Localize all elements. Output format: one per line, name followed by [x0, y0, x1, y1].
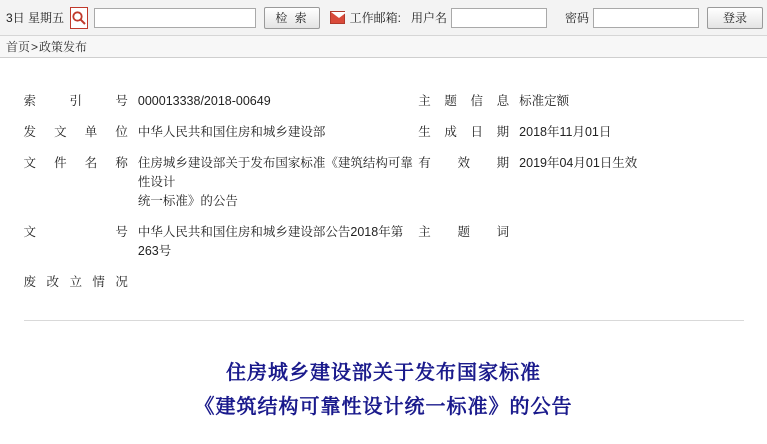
table-row [24, 217, 744, 267]
table-row [24, 117, 744, 148]
breadcrumb-home[interactable]: 首页 [6, 40, 31, 54]
meta-key-index: 索引号 [23, 94, 128, 108]
meta-key-valid-period: 有 效 期 [418, 156, 510, 170]
breadcrumb-current: 政策发布 [39, 40, 88, 54]
login-button[interactable]: 登录 [707, 7, 763, 29]
breadcrumb [0, 36, 767, 58]
password-input[interactable] [593, 8, 699, 28]
meta-table [24, 86, 744, 298]
article-title-line2: 《建筑结构可靠性设计统一标准》的公告 [194, 394, 573, 418]
date-label: 3日 星期五 [6, 11, 65, 25]
section-divider [24, 320, 744, 321]
meta-key-topic-info: 主题信息 [418, 94, 510, 108]
search-icon-glyph [71, 10, 87, 26]
article-title-line1: 住房城乡建设部关于发布国家标准 [226, 360, 541, 384]
meta-value-docnumber: 中华人民共和国住房和城乡建设部公告2018年第263号 [137, 225, 404, 258]
document-meta-panel [0, 58, 767, 321]
table-row [24, 148, 744, 217]
mail-label: 工作邮箱: [349, 11, 401, 25]
meta-value-revision-status [138, 267, 418, 298]
meta-value-topic-info: 标准定额 [519, 94, 570, 108]
mail-icon [330, 11, 345, 24]
meta-key-keywords: 主 题 词 [418, 225, 510, 239]
meta-key-revision-status: 废改立情况 [23, 275, 128, 289]
meta-value-filename-line1: 住房城乡建设部关于发布国家标准《建筑结构可靠性设计 [137, 156, 413, 189]
breadcrumb-separator: > [31, 39, 39, 54]
search-icon[interactable] [70, 7, 88, 29]
meta-value-empty [519, 267, 743, 298]
meta-key-issuer: 发文单位 [23, 125, 128, 139]
meta-value-issuer: 中华人民共和国住房和城乡建设部 [137, 125, 326, 139]
article-title [0, 321, 767, 423]
meta-value-index: 000013338/2018-00649 [137, 94, 271, 108]
meta-value-keywords [519, 217, 743, 267]
meta-value-filename [138, 148, 418, 217]
table-row [24, 86, 744, 117]
meta-value-valid-period: 2019年04月01日生效 [519, 156, 638, 170]
search-button[interactable]: 检 索 [264, 7, 320, 29]
meta-key-docnumber: 文 号 [23, 225, 128, 239]
username-label: 用户名 [410, 11, 447, 25]
table-row [24, 267, 744, 298]
meta-value-created-date: 2018年11月01日 [519, 125, 612, 139]
meta-key-empty [418, 267, 519, 298]
username-input[interactable] [451, 8, 547, 28]
password-label: 密码 [564, 11, 589, 25]
meta-value-filename-line2: 统一标准》的公告 [137, 194, 238, 208]
search-input[interactable] [94, 8, 256, 28]
meta-key-created-date: 生成日期 [418, 125, 510, 139]
meta-key-filename: 文件名称 [23, 156, 128, 170]
top-toolbar [0, 0, 767, 36]
